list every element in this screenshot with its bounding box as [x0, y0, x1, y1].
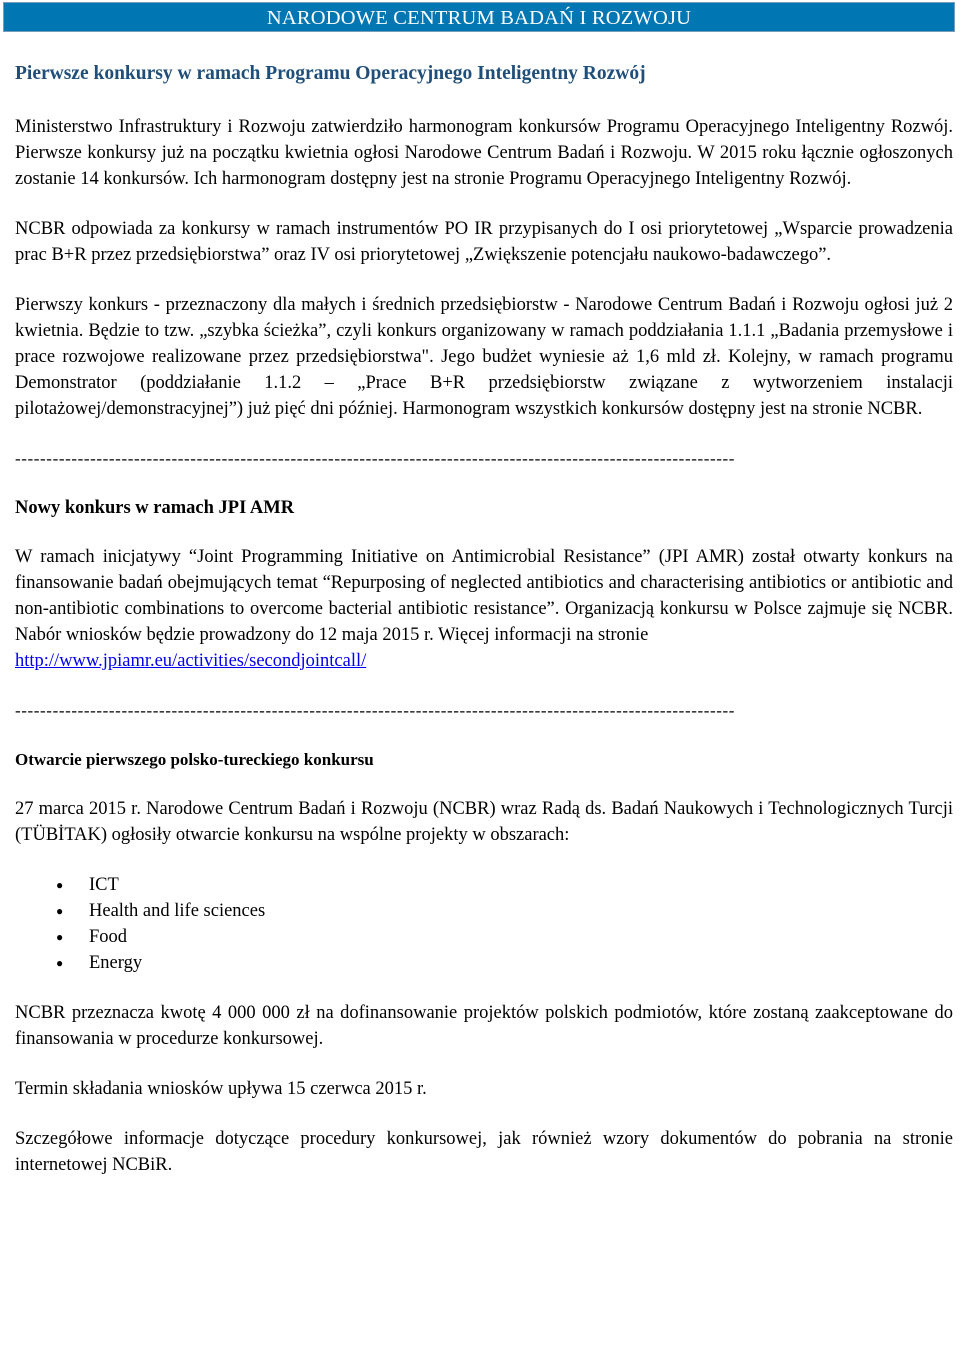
section3-paragraph-1: 27 marca 2015 r. Narodowe Centrum Badań i Rozwoju (NCBR) wraz Radą ds. Badań Naukowych i Technologicznych Turcji (TÜBİTAK) ogłosiły otwarcie konkursu na wspólne projekty w obszarach: — [15, 799, 953, 845]
banner-title: NARODOWE CENTRUM BADAŃ I ROZWOJU — [266, 7, 692, 29]
section2-paragraph-1: W ramach inicjatywy “Joint Programming Initiative on Antimicrobial Resistance” (JPI AMR) został otwarty konkurs na finansowanie badań obejmujących temat “Repurposing of neglected antibiotics and characterising antibiotics or antibiotic and non-antibiotic combinations to overcome bacterial antibiotic resistance”. Organizacją konkursu w Polsce zajmuje się NCBR. Nabór wniosków będzie prowadzony do 12 maja 2015 r. Więcej informacji na stronie — [15, 547, 953, 645]
section3-heading: Otwarcie pierwszego polsko-tureckiego konkursu — [15, 750, 374, 769]
header-banner — [3, 2, 955, 32]
section1-paragraph-3: Pierwszy konkurs - przeznaczony dla małych i średnich przedsiębiorstw - Narodowe Centrum Badań i Rozwoju ogłosi już 2 kwietnia. Będzie to tzw. „szybka ścieżka”, czyli konkurs organizowany w ramach poddziałania 1.1.1 „Badania przemysłowe i prace rozwojowe realizowane przez przedsiębiorstwa". Jego budżet wyniesie aż 1,6 mld zł. Kolejny, w ramach programu Demonstrator (poddziałanie 1.1.2 – „Prace B+R przedsiębiorstw związane z wytworzeniem instalacji pilotażowej/demonstracyjnej”) już pięć dni później. Harmonogram wszystkich konkursów dostępny jest na stronie NCBR. — [15, 295, 953, 419]
document-body — [15, 62, 953, 1178]
section3-paragraph-2: NCBR przeznacza kwotę 4 000 000 zł na dofinansowanie projektów polskich podmiotów, które zostaną zaakceptowane do finansowania w procedurze konkursowej. — [15, 1003, 953, 1049]
list-item: ● ICT — [89, 872, 953, 898]
divider-1: ------------------------------------------------------------------------------------------------------------------- — [15, 449, 736, 468]
list-item: ● Health and life sciences — [89, 898, 953, 924]
section1-paragraph-2: NCBR odpowiada za konkursy w ramach instrumentów PO IR przypisanych do I osi priorytetowej „Wsparcie prowadzenia prac B+R przez przedsiębiorstwa” oraz IV osi priorytetowej „Zwiększenie potencjału naukowo-badawczego”. — [15, 219, 953, 265]
list-item: ● Food — [89, 924, 953, 950]
section3-paragraph-3: Termin składania wniosków upływa 15 czerwca 2015 r. — [15, 1079, 427, 1099]
list-item: ● Energy — [89, 950, 953, 976]
section3-paragraph-4: Szczegółowe informacje dotyczące procedury konkursowej, jak również wzory dokumentów do pobrania na stronie internetowej NCBiR. — [15, 1129, 953, 1175]
section1-paragraph-1: Ministerstwo Infrastruktury i Rozwoju zatwierdziło harmonogram konkursów Programu Operacyjnego Inteligentny Rozwój. Pierwsze konkursy już na początku kwietnia ogłosi Narodowe Centrum Badań i Rozwoju. W 2015 roku łącznie ogłoszonych zostanie 14 konkursów. Ich harmonogram dostępny jest na stronie Programu Operacyjnego Inteligentny Rozwój. — [15, 117, 953, 189]
section1-heading: Pierwsze konkursy w ramach Programu Operacyjnego Inteligentny Rozwój — [15, 63, 646, 84]
jpiamr-link[interactable]: http://www.jpiamr.eu/activities/secondjointcall/ — [15, 651, 367, 671]
section2-heading: Nowy konkurs w ramach JPI AMR — [15, 498, 295, 518]
divider-2: ------------------------------------------------------------------------------------------------------------------- — [15, 701, 736, 720]
areas-list — [15, 872, 953, 976]
